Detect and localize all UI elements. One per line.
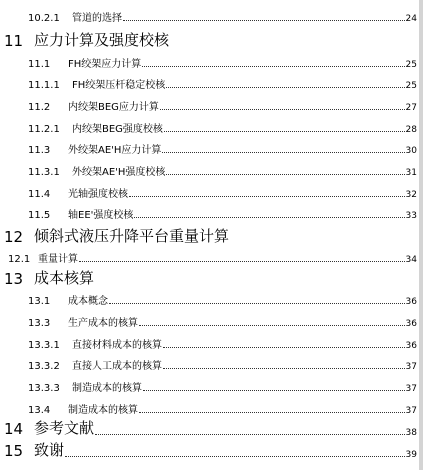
dot-leader bbox=[123, 20, 405, 21]
toc-entry-13[interactable] bbox=[0, 266, 419, 290]
toc-page-number: 25 bbox=[405, 81, 417, 91]
toc-entry-12[interactable] bbox=[0, 224, 419, 248]
dot-leader bbox=[166, 174, 404, 175]
toc-title: 光轴强度校核 bbox=[68, 185, 128, 200]
dot-leader bbox=[134, 217, 404, 218]
toc-number: 11.1 bbox=[28, 59, 68, 70]
toc-title: 管道的选择 bbox=[72, 9, 122, 24]
toc-entry-13-4[interactable] bbox=[0, 398, 419, 418]
toc-entry-11-4[interactable] bbox=[0, 182, 419, 202]
dot-leader bbox=[162, 152, 404, 153]
dot-leader bbox=[143, 390, 405, 391]
toc-number: 11.2 bbox=[28, 102, 68, 113]
toc-title: 倾斜式液压升降平台重量计算 bbox=[34, 227, 230, 245]
toc-number: 11.3 bbox=[28, 145, 68, 156]
toc-entry-13-3-2[interactable] bbox=[0, 354, 419, 374]
toc-entry-11-2[interactable] bbox=[0, 95, 419, 115]
toc-title: 制造成本的核算 bbox=[68, 401, 138, 416]
dot-leader bbox=[109, 303, 405, 304]
toc-number: 12 bbox=[4, 228, 34, 246]
toc-number: 13.3 bbox=[28, 318, 68, 329]
dot-leader bbox=[139, 412, 405, 413]
toc-title: 成本核算 bbox=[34, 269, 95, 287]
toc-title: 外绞架AE'H强度校核 bbox=[72, 163, 165, 178]
toc-number: 15 bbox=[4, 442, 34, 460]
toc-entry-11[interactable] bbox=[0, 28, 419, 52]
toc-title: 致谢 bbox=[34, 441, 65, 459]
toc-title: 参考文献 bbox=[34, 419, 95, 437]
toc-entry-12-1[interactable] bbox=[0, 247, 419, 267]
toc-number: 11.1.1 bbox=[28, 80, 72, 91]
dot-leader bbox=[129, 196, 405, 197]
toc-page-number: 37 bbox=[405, 406, 417, 416]
toc-title: 外绞架AE'H应力计算 bbox=[68, 141, 161, 156]
dot-leader bbox=[163, 347, 405, 348]
dot-leader bbox=[160, 109, 405, 110]
dot-leader bbox=[95, 434, 405, 435]
dot-leader bbox=[79, 261, 405, 262]
toc-title: 内绞架BEG强度校核 bbox=[72, 120, 163, 135]
toc-title: 直接材料成本的核算 bbox=[72, 336, 162, 351]
toc-number: 12.1 bbox=[8, 254, 38, 265]
toc-title: 轴EE'强度校核 bbox=[68, 206, 133, 221]
toc-entry-11-2-1[interactable] bbox=[0, 117, 419, 137]
toc-page-number: 36 bbox=[405, 297, 417, 307]
dot-leader bbox=[166, 87, 404, 88]
toc-entry-13-3-1[interactable] bbox=[0, 333, 419, 353]
toc-entry-14[interactable] bbox=[0, 418, 419, 440]
toc-entry-10-2-1[interactable] bbox=[0, 6, 419, 26]
toc-page-number: 39 bbox=[405, 450, 417, 460]
toc-number: 11.5 bbox=[28, 210, 68, 221]
toc-title: 内绞架BEG应力计算 bbox=[68, 98, 159, 113]
toc-entry-11-3[interactable] bbox=[0, 138, 419, 158]
toc-page-number: 30 bbox=[405, 146, 417, 156]
toc-title: FH绞架压杆稳定校核 bbox=[72, 76, 165, 91]
toc-number: 13 bbox=[4, 270, 34, 288]
toc-number: 10.2.1 bbox=[28, 13, 72, 24]
toc-title: FH绞架应力计算 bbox=[68, 55, 141, 70]
toc-title: 重量计算 bbox=[38, 250, 78, 265]
toc-title: 成本概念 bbox=[68, 292, 108, 307]
toc-page-number: 27 bbox=[405, 103, 417, 113]
dot-leader bbox=[163, 368, 405, 369]
toc-page-number: 34 bbox=[405, 255, 417, 265]
toc-entry-11-1-1[interactable] bbox=[0, 73, 419, 93]
toc-number: 13.4 bbox=[28, 405, 68, 416]
toc-entry-15[interactable] bbox=[0, 440, 419, 462]
toc-entry-11-3-1[interactable] bbox=[0, 160, 419, 180]
toc-page-number: 33 bbox=[405, 211, 417, 221]
toc-page-number: 24 bbox=[405, 14, 417, 24]
toc-page-number: 38 bbox=[405, 428, 417, 438]
toc-title: 应力计算及强度校核 bbox=[34, 31, 170, 49]
dot-leader bbox=[164, 131, 405, 132]
toc-number: 14 bbox=[4, 420, 34, 438]
toc-page-number: 36 bbox=[405, 319, 417, 329]
dot-leader bbox=[139, 325, 405, 326]
dot-leader bbox=[65, 456, 405, 457]
toc-entry-11-5[interactable] bbox=[0, 203, 419, 223]
toc-number: 13.3.1 bbox=[28, 340, 72, 351]
toc-number: 11.3.1 bbox=[28, 167, 72, 178]
toc-page-number: 32 bbox=[405, 190, 417, 200]
toc-entry-13-3-3[interactable] bbox=[0, 376, 419, 396]
toc-page-number: 37 bbox=[405, 384, 417, 394]
toc-entry-11-1[interactable] bbox=[0, 52, 419, 72]
toc-entry-13-1[interactable] bbox=[0, 289, 419, 309]
toc-page-number: 31 bbox=[405, 168, 417, 178]
toc-number: 11.4 bbox=[28, 189, 68, 200]
toc-page-number: 28 bbox=[405, 125, 417, 135]
toc-entry-13-3[interactable] bbox=[0, 311, 419, 331]
toc-page-number: 37 bbox=[405, 362, 417, 372]
dot-leader bbox=[142, 66, 404, 67]
toc-number: 11.2.1 bbox=[28, 124, 72, 135]
toc-page-number: 25 bbox=[405, 60, 417, 70]
toc-title: 制造成本的核算 bbox=[72, 379, 142, 394]
toc-number: 13.1 bbox=[28, 296, 68, 307]
page-edge-divider bbox=[419, 0, 423, 470]
toc-number: 13.3.2 bbox=[28, 361, 72, 372]
toc-number: 11 bbox=[4, 32, 34, 50]
toc-page-number: 36 bbox=[405, 341, 417, 351]
toc-number: 13.3.3 bbox=[28, 383, 72, 394]
toc-title: 生产成本的核算 bbox=[68, 314, 138, 329]
toc-title: 直接人工成本的核算 bbox=[72, 357, 162, 372]
